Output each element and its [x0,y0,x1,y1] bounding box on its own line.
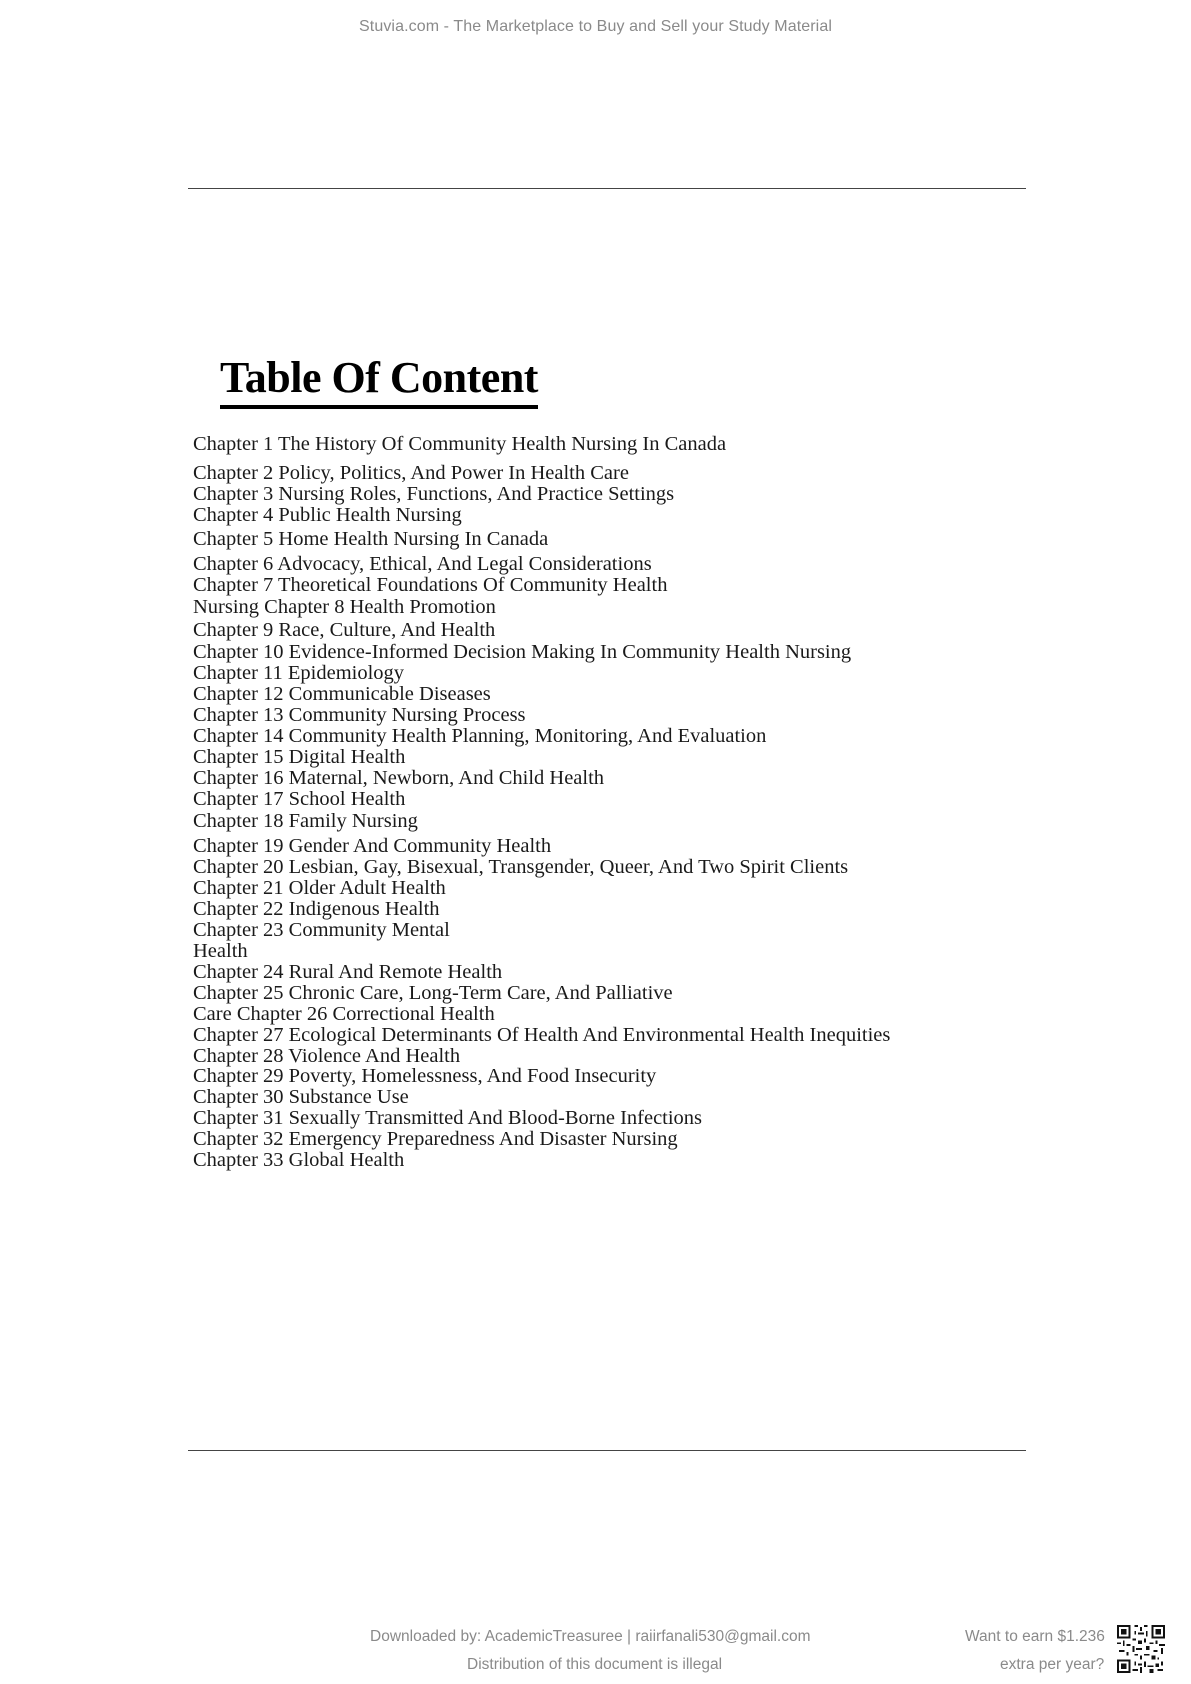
page-title: Table Of Content [220,353,538,409]
toc-entry: Chapter 13 Community Nursing Process [193,704,526,726]
downloaded-by-text: Downloaded by: AcademicTreasuree | raiirfanali530@gmail.com [370,1628,811,1645]
toc-entry: Chapter 23 Community Mental [193,919,450,941]
toc-entry: Chapter 15 Digital Health [193,746,406,768]
toc-entry: Health [193,940,248,962]
toc-entry: Chapter 19 Gender And Community Health [193,835,552,857]
toc-entry: Chapter 11 Epidemiology [193,662,405,684]
qr-code-icon[interactable] [1117,1625,1165,1673]
toc-entry: Chapter 31 Sexually Transmitted And Blood-Borne Infections [193,1107,703,1129]
toc-entry: Care Chapter 26 Correctional Health [193,1003,495,1025]
toc-entry: Chapter 14 Community Health Planning, Monitoring, And Evaluation [193,725,767,747]
toc-entry: Chapter 16 Maternal, Newborn, And Child Health [193,767,605,789]
toc-entry: Chapter 21 Older Adult Health [193,877,446,899]
toc-entry: Chapter 22 Indigenous Health [193,898,440,920]
distribution-notice: Distribution of this document is illegal [467,1656,723,1673]
toc-entry: Chapter 7 Theoretical Foundations Of Community Health [193,574,668,596]
toc-entry: Chapter 12 Communicable Diseases [193,683,491,705]
toc-entry: Chapter 17 School Health [193,788,406,810]
toc-entry: Chapter 27 Ecological Determinants Of Health And Environmental Health Inequities [193,1024,891,1046]
earn-promo-line1[interactable]: Want to earn $1.236 [965,1628,1105,1645]
toc-entry: Chapter 33 Global Health [193,1149,405,1171]
toc-entry: Chapter 2 Policy, Politics, And Power In Health Care [193,462,629,484]
toc-entry: Chapter 29 Poverty, Homelessness, And Food Insecurity [193,1065,657,1087]
toc-entry: Chapter 32 Emergency Preparedness And Disaster Nursing [193,1128,678,1150]
earn-promo-line2[interactable]: extra per year? [1000,1656,1105,1673]
bottom-divider [188,1450,1026,1451]
toc-entry: Chapter 20 Lesbian, Gay, Bisexual, Transgender, Queer, And Two Spirit Clients [193,856,849,878]
toc-entry: Nursing Chapter 8 Health Promotion [193,596,496,618]
toc-entry: Chapter 1 The History Of Community Health Nursing In Canada [193,433,727,455]
toc-entry: Chapter 3 Nursing Roles, Functions, And Practice Settings [193,483,675,505]
toc-entry: Chapter 24 Rural And Remote Health [193,961,503,983]
toc-entry: Chapter 5 Home Health Nursing In Canada [193,528,549,550]
toc-entry: Chapter 6 Advocacy, Ethical, And Legal Considerations [193,553,652,575]
toc-entry: Chapter 18 Family Nursing [193,810,418,832]
toc-entry: Chapter 4 Public Health Nursing [193,504,462,526]
toc-entry: Chapter 9 Race, Culture, And Health [193,619,496,641]
toc-entry: Chapter 28 Violence And Health [193,1045,461,1067]
top-divider [188,188,1026,189]
toc-entry: Chapter 10 Evidence-Informed Decision Making In Community Health Nursing [193,641,852,663]
watermark-header: Stuvia.com - The Marketplace to Buy and Sell your Study Material [359,18,832,35]
toc-entry: Chapter 25 Chronic Care, Long-Term Care, And Palliative [193,982,673,1004]
toc-entry: Chapter 30 Substance Use [193,1086,409,1108]
